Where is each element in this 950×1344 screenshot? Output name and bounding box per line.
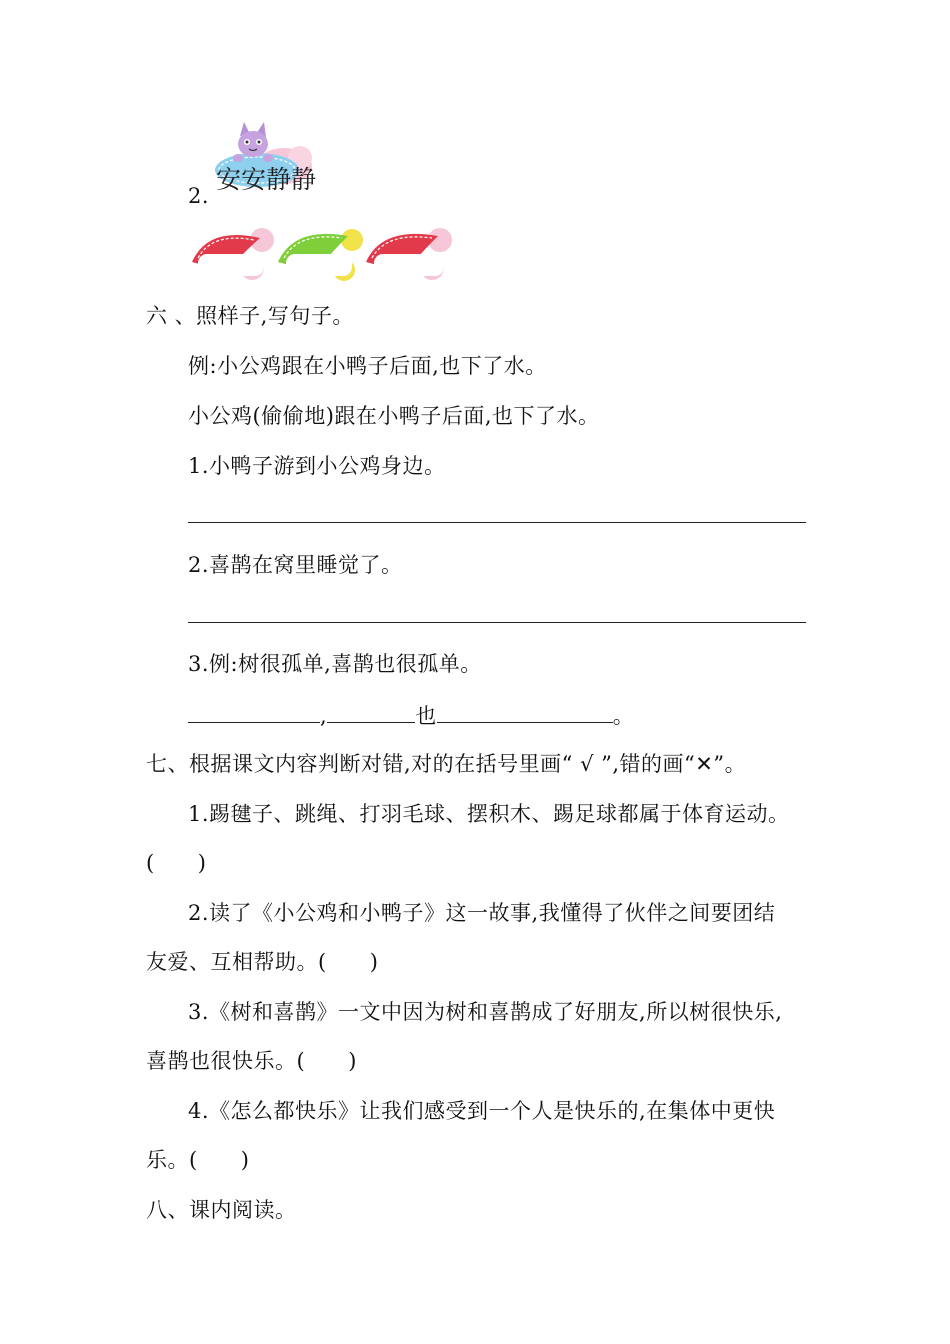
- blank-separator-comma: ,: [320, 704, 328, 728]
- section6-item3-blanks: [188, 700, 634, 730]
- item-number: 2.: [188, 184, 210, 208]
- leaf-blank-2[interactable]: [274, 222, 364, 282]
- section7-item4: 4.《怎么都快乐》让我们感受到一个人是快乐的,在集体中更快: [188, 1099, 776, 1123]
- section6-example: 例:小公鸡跟在小鸭子后面,也下了水。: [188, 354, 547, 378]
- section6-example-answer: 小公鸡(偷偷地)跟在小鸭子后面,也下了水。: [188, 404, 600, 428]
- cat-icon: [233, 122, 273, 162]
- fill-blank-2[interactable]: [327, 700, 415, 723]
- answer-line-2[interactable]: [188, 622, 806, 623]
- section7-item3: 3.《树和喜鹊》一文中因为树和喜鹊成了好朋友,所以树很快乐,: [188, 1000, 783, 1024]
- section7-item4-cont[interactable]: 乐。( ): [146, 1148, 250, 1172]
- word-card-label: 安安静静: [216, 165, 317, 194]
- blank-end-period: 。: [612, 704, 635, 728]
- leaf-blank-1[interactable]: [188, 222, 278, 282]
- section7-item2: 2.读了《小公鸡和小鸭子》这一故事,我懂得了伙伴之间要团结: [188, 901, 776, 925]
- section7-heading: 七、根据课文内容判断对错,对的在括号里画“ √ ”,错的画“✕”。: [146, 752, 747, 776]
- section7-item1: 1.踢毽子、跳绳、打羽毛球、摆积木、踢足球都属于体育运动。: [188, 802, 790, 826]
- section7-item3-cont[interactable]: 喜鹊也很快乐。( ): [146, 1049, 357, 1073]
- section7-item2-cont[interactable]: 友爱、互相帮助。( ): [146, 950, 379, 974]
- fill-blank-1[interactable]: [188, 700, 320, 723]
- answer-line-1[interactable]: [188, 522, 806, 523]
- section6-item2: 2.喜鹊在窝里睡觉了。: [188, 553, 403, 577]
- fill-blank-3[interactable]: [437, 700, 613, 723]
- section7-item1-answer[interactable]: ( ): [146, 851, 207, 875]
- section8-heading: 八、课内阅读。: [146, 1198, 297, 1222]
- section6-item3: 3.例:树很孤单,喜鹊也很孤单。: [188, 652, 482, 676]
- section6-heading: 六 、照样子,写句子。: [146, 304, 354, 328]
- blank-separator-ye: 也: [415, 704, 437, 728]
- leaf-blank-3[interactable]: [362, 222, 457, 282]
- section6-item1: 1.小鸭子游到小公鸡身边。: [188, 454, 446, 478]
